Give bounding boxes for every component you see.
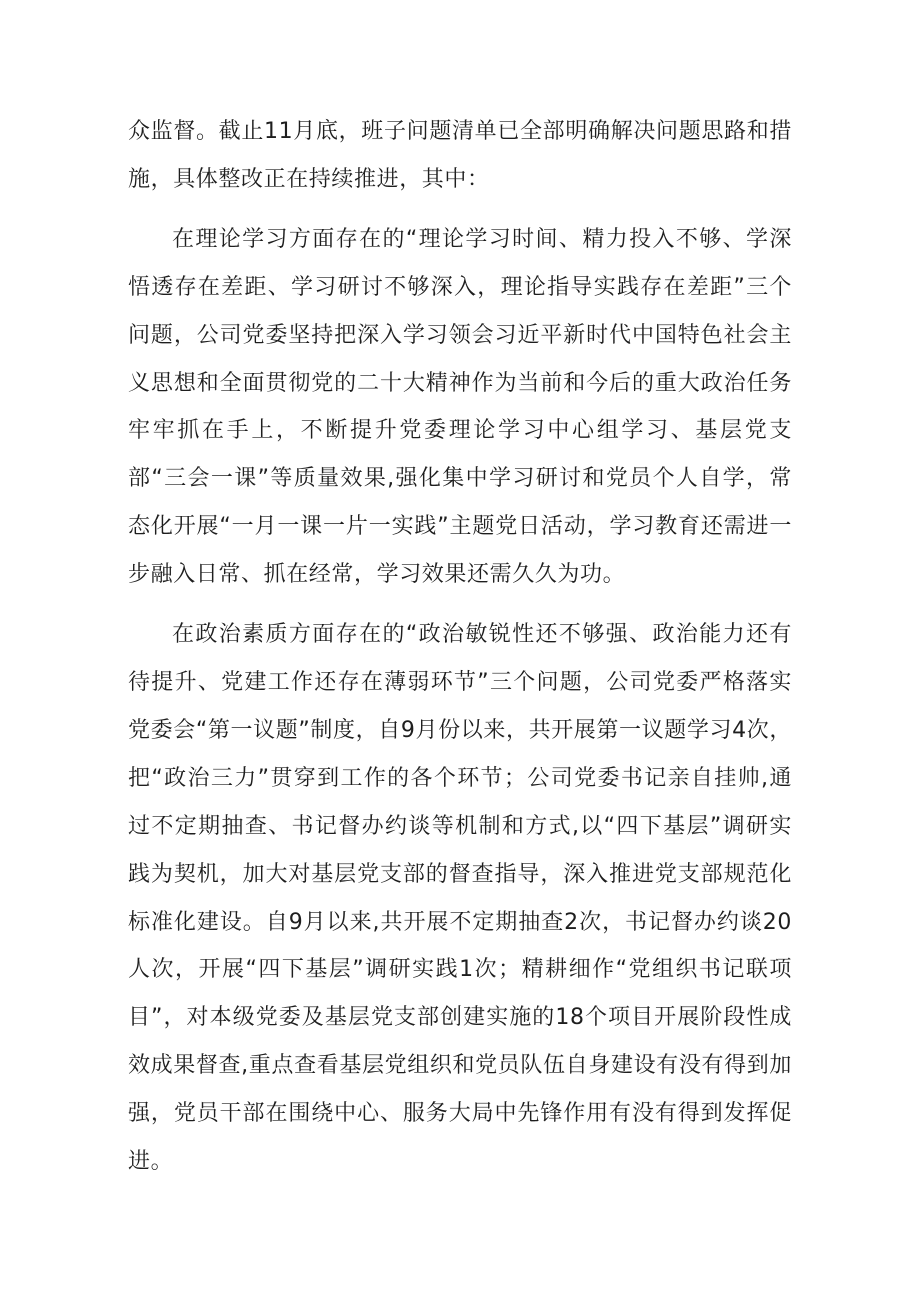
paragraph-political-quality: 在政治素质方面存在的“政治敏锐性还不够强、政治能力还有待提升、党建工作还存在薄弱环节”三个问题，公司党委严格落实党委会“第一议题”制度，自9月份以来，共开展第一议题学习4次，把“政治三力”贯穿到工作的各个环节；公司党委书记亲自挂帅,通过不定期抽查、书记督办约谈等机制和方式,以“四下基层”调研实践为契机，加大对基层党支部的督查指导，深入推进党支部规范化标准化建设。自9月以来,共开展不定期抽查2次，书记督办约谈20人次，开展“四下基层”调研实践1次；精耕细作“党组织书记联项目”，对本级党委及基层党支部创建实施的18个项目开展阶段性成效成果督查,重点查看基层党组织和党员队伍自身建设有没有得到加强，党员干部在围绕中心、服务大局中先锋作用有没有得到发挥促进。 <box>128 622 792 1175</box>
paragraph-theory-study: 在理论学习方面存在的“理论学习时间、精力投入不够、学深悟透存在差距、学习研讨不够深入，理论指导实践存在差距”三个问题，公司党委坚持把深入学习领会习近平新时代中国特色社会主义思想和全面贯彻党的二十大精神作为当前和今后的重大政治任务牢牢抓在手上，不断提升党委理论学习中心组学习、基层党支部“三会一课”等质量效果,强化集中学习研讨和党员个人自学，常态化开展“一月一课一片一实践”主题党日活动，学习教育还需进一步融入日常、抓在经常，学习效果还需久久为功。 <box>128 226 792 588</box>
document-body <box>128 108 792 1186</box>
paragraph-continuation: 众监督。截止11月底，班子问题清单已全部明确解决问题思路和措施，具体整改正在持续推进，其中： <box>128 119 792 192</box>
